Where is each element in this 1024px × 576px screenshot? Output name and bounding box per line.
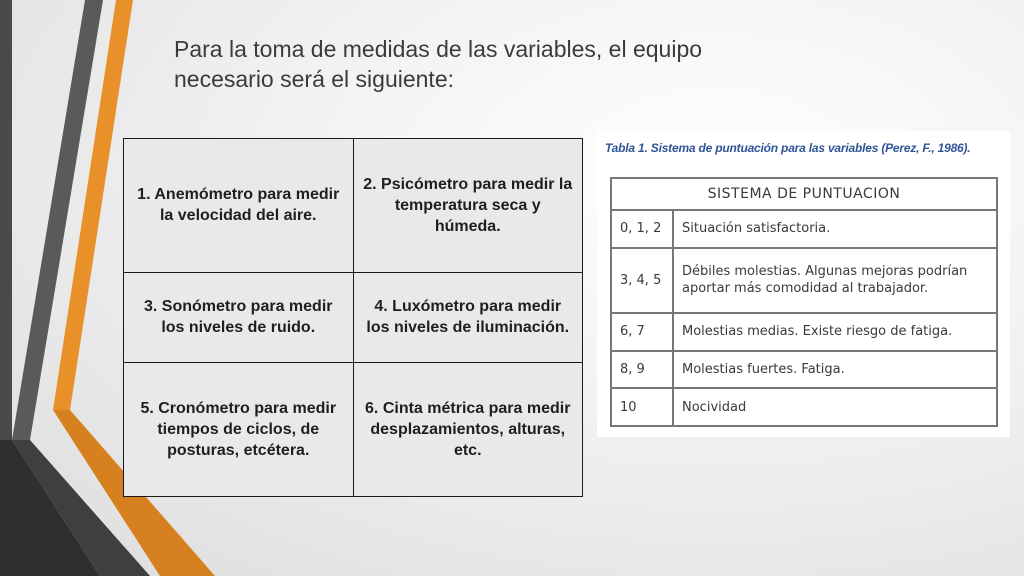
score-description: Molestias medias. Existe riesgo de fatiga. [673,313,997,351]
slide-title-line-1: Para la toma de medidas de las variables, el equipo [174,36,703,62]
table-row [124,139,583,273]
equipment-table [123,138,583,497]
table-row [124,272,583,362]
table-row [611,313,997,351]
table-row [611,248,997,313]
gray-stripe-left [0,0,12,440]
score-description: Molestias fuertes. Fatiga. [673,351,997,389]
score-description: Débiles molestias. Algunas mejoras podrían aportar más comodidad al trabajador. [673,248,997,313]
score-description: Nocividad [673,388,997,426]
equipment-cell-cinta-metrica: 6. Cinta métrica para medir desplazamientos, alturas, etc. [353,363,583,497]
score-value: 8, 9 [611,351,673,389]
table-row [124,363,583,497]
score-table [610,177,998,427]
table-header-row [611,178,997,210]
slide-title-line-2: necesario será el siguiente: [174,66,454,92]
score-table-caption: Tabla 1. Sistema de puntuación para las variables (Perez, F., 1986). [605,141,971,155]
equipment-cell-psicometro: 2. Psicómetro para medir la temperatura seca y húmeda. [353,139,583,273]
score-value: 3, 4, 5 [611,248,673,313]
equipment-cell-sonometro: 3. Sonómetro para medir los niveles de ruido. [124,272,354,362]
score-value: 0, 1, 2 [611,210,673,248]
table-row [611,210,997,248]
table-row [611,351,997,389]
equipment-cell-luxometro: 4. Luxómetro para medir los niveles de iluminación. [353,272,583,362]
table-row [611,388,997,426]
equipment-cell-anemometro: 1. Anemómetro para medir la velocidad del aire. [124,139,354,273]
score-description: Situación satisfactoria. [673,210,997,248]
score-table-header: SISTEMA DE PUNTUACION [611,178,997,210]
equipment-cell-cronometro: 5. Cronómetro para medir tiempos de ciclos, de posturas, etcétera. [124,363,354,497]
slide-title [174,34,874,94]
score-table-figure [597,131,1010,437]
score-value: 10 [611,388,673,426]
score-value: 6, 7 [611,313,673,351]
